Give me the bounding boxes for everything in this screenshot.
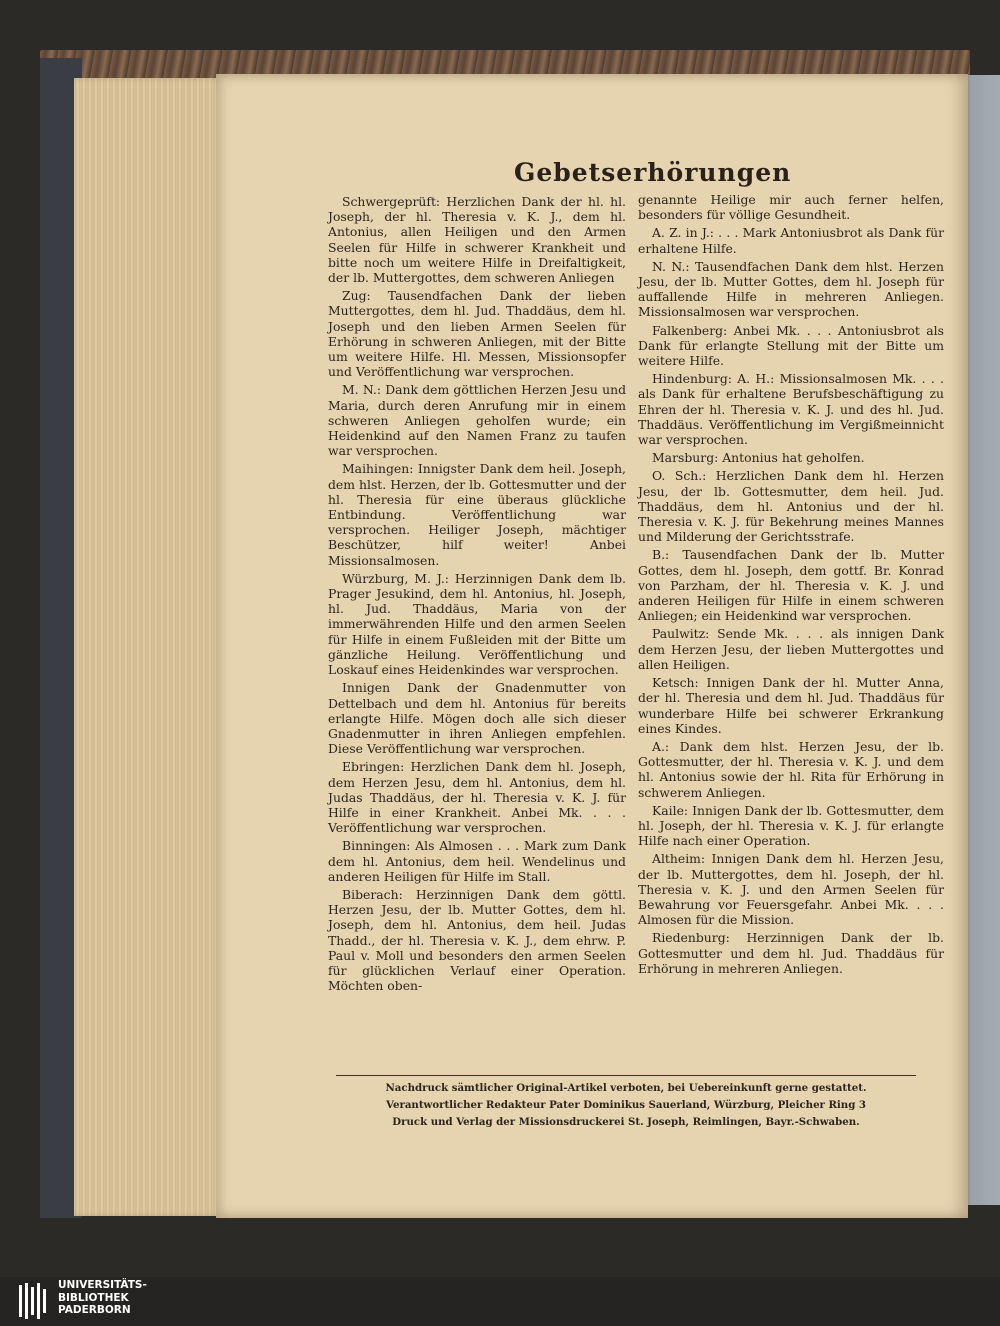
prayer-entry: Marsburg: Antonius hat geholfen. [652, 450, 865, 466]
prayer-entry: Maihingen: Innigster Dank dem heil. Joseph, dem hlst. Herzen, der lb. Gottesmutter und der hl. Theresia für eine überaus glückliche Entbindung. Veröffentlichung war versprochen. Heiliger Joseph, mächtiger Beschützer, hilf weiter! Anbei Missionsalmosen. [328, 461, 626, 568]
prayer-entry: Paulwitz: Sende Mk. . . . als innigen Dank dem Herzen Jesu, der lieben Muttergottes und allen Heiligen. [638, 626, 944, 672]
footer-bar [0, 1277, 1000, 1326]
prayer-entry: A.: Dank dem hlst. Herzen Jesu, der lb. Gottesmutter, der hl. Theresia v. K. J. und dem hl. Antonius sowie der hl. Rita für Erhörung in schwerem Anliegen. [638, 738, 944, 800]
prayer-entry: Binningen: Als Almosen . . . Mark zum Dank dem hl. Antonius, dem heil. Wendelinus und anderen Heiligen für Hilfe im Stall. [328, 838, 626, 884]
prayer-entry: Innigen Dank der Gnadenmutter von Dettelbach und dem hl. Antonius für bereits erlangte Hilfe. Mögen doch alle sich dieser Gnadenmutter in ihren Anliegen empfehlen. Diese Veröffentlichung war versprochen. [328, 680, 626, 757]
prayer-entry: N. N.: Tausendfachen Dank dem hlst. Herzen Jesu, der lb. Mutter Gottes, dem hl. Joseph für auffallende Hilfe in mehreren Anliegen. Missionsalmosen war versprochen. [638, 258, 944, 320]
prayer-entry: B.: Tausendfachen Dank der lb. Mutter Gottes, dem hl. Joseph, dem gottf. Br. Konrad von Parzham, der hl. Theresia v. K. J. und anderen Heiligen für Hilfe in einem schweren Anliegen; ein Heidenkind war versprochen. [638, 547, 944, 624]
prayer-entry: Falkenberg: Anbei Mk. . . . Antoniusbrot als Dank für erlangte Stellung mit der Bitte um weitere Hilfe. [638, 322, 944, 369]
prayer-entry: Ketsch: Innigen Dank der hl. Mutter Anna, der hl. Theresia und dem hl. Jud. Thaddäus für wunderbare Hilfe bei schwerer Erkrankung eines Kindes. [638, 675, 944, 736]
book-page [216, 74, 968, 1218]
prayer-entry: M. N.: Dank dem göttlichen Herzen Jesu und Maria, durch deren Anrufung mir in einem schweren Anliegen geholfen wurde; ein Heidenkind auf den Namen Franz zu taufen war versprochen. [328, 382, 626, 459]
imprint-line: Nachdruck sämtlicher Original-Artikel verboten, bei Uebereinkunft gerne gestattet. [385, 1082, 867, 1094]
library-bars-icon [18, 1281, 52, 1321]
imprint-line: Druck und Verlag der Missionsdruckerei St. Joseph, Reimlingen, Bayr.-Schwaben. [392, 1116, 860, 1128]
prayer-entry: Kaile: Innigen Dank der lb. Gottesmutter, dem hl. Joseph, der hl. Theresia v. K. J. für erlangte Hilfe nach einer Operation. [638, 802, 944, 849]
left-text-column [328, 194, 626, 996]
prayer-entry: Würzburg, M. J.: Herzinnigen Dank dem lb. Prager Jesukind, dem hl. Antonius, hl. Joseph, hl. Jud. Thaddäus, Maria von der immerwährenden Hilfe und den armen Seelen für Hilfe in einem Fußleiden mit der Bitte um gänzliche Heilung. Veröffentlichung und Loskauf eines Heidenkindes war versprochen. [328, 570, 626, 678]
prayer-entry: Hindenburg: A. H.: Missionsalmosen Mk. . . . als Dank für erhaltene Berufsbeschäftigung zu Ehren der hl. Theresia v. K. J. und des hl. Jud. Thaddäus. Veröffentlichung im Vergißmeinnicht war versprochen. [638, 371, 944, 448]
prayer-entry: Ebringen: Herzlichen Dank dem hl. Joseph, dem Herzen Jesu, dem hl. Antonius, dem hl. Judas Thaddäus, der hl. Theresia v. K. J. für Hilfe in einer Krankheit. Anbei Mk. . . . Veröffentlichung war versprochen. [328, 759, 626, 836]
library-name-line: PADERBORN [58, 1304, 131, 1316]
library-name-line: BIBLIOTHEK [58, 1291, 129, 1304]
prayer-entry: A. Z. in J.: . . . Mark Antoniusbrot als Dank für erhaltene Hilfe. [638, 225, 944, 256]
prayer-entry: Riedenburg: Herzinnigen Dank der lb. Gottesmutter und dem hl. Jud. Thaddäus für Erhörung in mehreren Anliegen. [638, 930, 944, 976]
page-stack-edges [74, 78, 222, 1216]
imprint-divider [336, 1075, 916, 1076]
page-title: Gebetserhörungen [514, 158, 792, 187]
prayer-entry: Altheim: Innigen Dank dem hl. Herzen Jesu, der lb. Muttergottes, dem hl. Joseph, der hl. Theresia v. K. J. und den Armen Seelen für Bewahrung vor Feuersgefahr. Anbei Mk. . . . Almosen für die Mission. [638, 851, 944, 928]
library-name-line: UNIVERSITÄTS- [58, 1279, 147, 1291]
prayer-entry: Zug: Tausendfachen Dank der lieben Muttergottes, dem hl. Jud. Thaddäus, dem hl. Joseph und den lieben Armen Seelen für Erhörung in schweren Anliegen, mit der Bitte um weitere Hilfe. Hl. Messen, Missionsopfer und Veröffentlichung war versprochen. [328, 288, 626, 380]
prayer-entry: O. Sch.: Herzlichen Dank dem hl. Herzen Jesu, der lb. Gottesmutter, dem heil. Jud. Thaddäus, dem hl. Antonius und der hl. Theresia v. K. J. für Bekehrung meines Mannes und Milderung der Gerichtsstrafe. [638, 468, 944, 545]
imprint-line: Verantwortlicher Redakteur Pater Dominikus Sauerland, Würzburg, Pleicher Ring 3 [386, 1099, 866, 1111]
right-text-column [638, 192, 944, 979]
prayer-entry: Schwergeprüft: Herzlichen Dank der hl. hl. Joseph, der hl. Theresia v. K. J., dem hl. Antonius, allen Heiligen und den Armen Seelen für Hilfe in schwerer Krankheit und bitte noch um weitere Hilfe in Dreifaltigkeit, der lb. Muttergottes, dem schweren Anliegen [328, 194, 626, 286]
prayer-entry: Biberach: Herzinnigen Dank dem göttl. Herzen Jesu, der lb. Mutter Gottes, dem hl. Joseph, dem hl. Antonius, dem heil. Judas Thadd., der hl. Theresia v. K. J., dem ehrw. P. Paul v. Moll und besonders den armen Seelen für glücklichen Verlauf einer Operation. Möchten oben- [328, 886, 626, 994]
prayer-entry: genannte Heilige mir auch ferner helfen, besonders für völlige Gesundheit. [638, 192, 944, 223]
library-name [58, 1279, 147, 1317]
